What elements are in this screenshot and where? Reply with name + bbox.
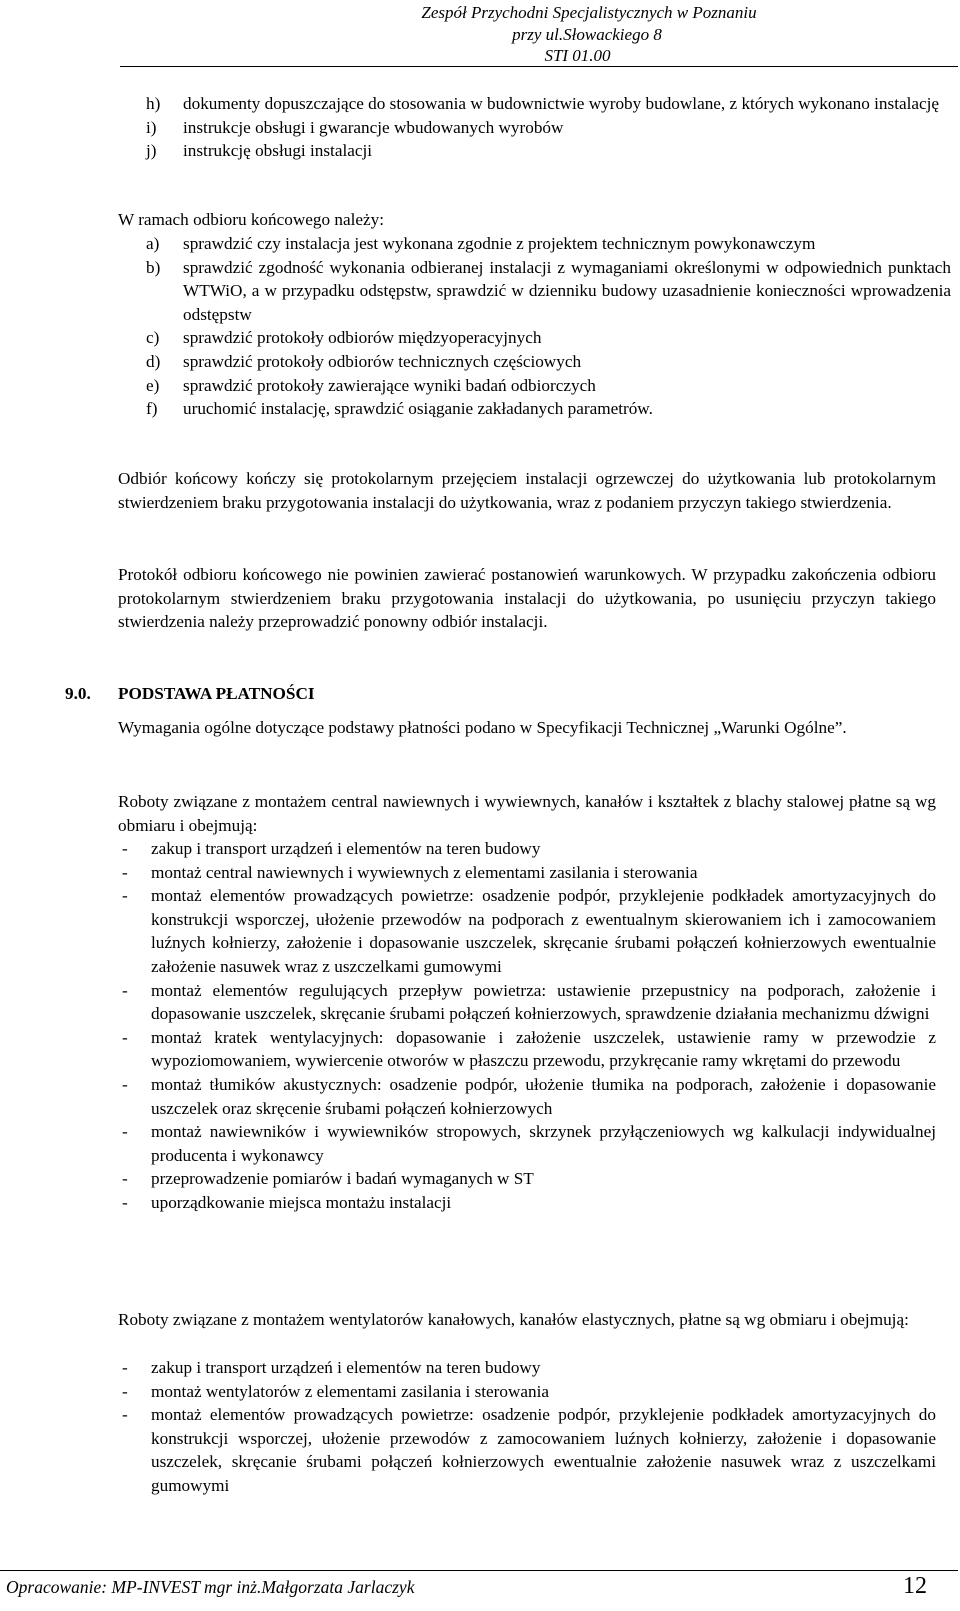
list-item: - montaż tłumików akustycznych: osadzenie podpór, ułożenie tłumika na podporach, założenie i dopasowanie uszczelek oraz skręcenie śrubami połączeń kołnierzowych <box>122 1074 936 1118</box>
paragraph-final-acceptance: Odbiór końcowy kończy się protokolarnym przejęciem instalacji ogrzewczej do użytkowania lub protokolarnym stwierdzeniem braku przygotowania instalacji do użytkowania, wraz z podaniem przyczyn takiego stwierdzenia. <box>118 469 936 512</box>
section-number: 9.0. <box>65 684 91 703</box>
list-item: - zakup i transport urządzeń i elementów na teren budowy <box>122 1358 541 1377</box>
list-item: e) sprawdzić protokoły zawierające wyniki badań odbiorczych <box>146 375 596 395</box>
list-item: c) sprawdzić protokoły odbiorów międzyoperacyjnych <box>146 328 542 348</box>
section-heading <box>65 682 315 706</box>
list-item: i) instrukcje obsługi i gwarancje wbudowanych wyrobów <box>146 117 564 137</box>
list-item: - montaż elementów regulujących przepływ powietrza: ustawienie przepustnicy na podporach, założenie i dopasowanie uszczelek, skręcanie śrubami połączeń kołnierzowych, sprawdzenie działania mechanizmu dźwigni <box>122 980 936 1024</box>
document-list-h-j <box>146 92 951 163</box>
duct-fans-scope-list <box>118 1356 936 1498</box>
list-item: - montaż central nawiewnych i wywiewnych z elementami zasilania i sterowania <box>122 862 698 882</box>
section-title: PODSTAWA PŁATNOŚCI <box>118 684 315 703</box>
list-item: - montaż elementów prowadzących powietrze: osadzenie podpór, przyklejenie podkładek amortyzacyjnych do konstrukcji wsporczej, ułożenie przewodów na podporach z ewentualnym skierowaniem ich i zamocowaniem luźnych kołnierzy, założenie i dopasowanie uszczelek, skręcanie śrubami połączeń kołnierzowych ewentualnie założenie nasuwek wraz z uszczelkami gumowymi <box>122 886 936 976</box>
final-acceptance-list <box>146 232 951 421</box>
paragraph-general-requirements: Wymagania ogólne dotyczące podstawy płatności podano w Specyfikacji Technicznej „Warunki Ogólne”. <box>118 718 847 737</box>
list-item: - przeprowadzenie pomiarów i badań wymaganych w ST <box>122 1169 534 1189</box>
paragraph-duct-fans: Roboty związane z montażem wentylatorów kanałowych, kanałów elastycznych, płatne są wg obmiaru i obejmują: <box>118 1310 909 1329</box>
header-divider <box>120 66 958 67</box>
list-item: - montaż wentylatorów z elementami zasilania i sterowania <box>122 1381 550 1401</box>
header-line-3: STI 01.00 <box>544 46 611 65</box>
list-item: a) sprawdzić czy instalacja jest wykonana zgodnie z projektem technicznym powykonawczym <box>146 234 816 253</box>
list-item: d) sprawdzić protokoły odbiorów technicznych częściowych <box>146 351 582 371</box>
list-item: - montaż nawiewników i wywiewników stropowych, skrzynek przyłączeniowych wg kalkulacji indywidualnej producenta i wykonawcy <box>122 1122 936 1165</box>
header-line-1: Zespół Przychodni Specjalistycznych w Poznaniu <box>421 3 757 22</box>
header-line-2: przy ul.Słowackiego 8 <box>512 25 662 44</box>
list-item: - montaż kratek wentylacyjnych: dopasowanie i założenie uszczelek, ustawienie ramy w przewodzie z wypoziomowaniem, wywiercenie otworów w płaszczu przewodu, przykręcanie ramy wkrętami do przewodu <box>122 1027 936 1071</box>
footer-divider <box>0 1570 958 1571</box>
list-item: f) uruchomić instalację, sprawdzić osiąganie zakładanych parametrów. <box>146 399 653 419</box>
list-item: - uporządkowanie miejsca montażu instalacji <box>122 1192 452 1212</box>
central-units-scope-list <box>118 837 936 1215</box>
paragraph-protocol: Protokół odbioru końcowego nie powinien zawierać postanowień warunkowych. W przypadku zakończenia odbioru protokolarnym stwierdzeniem braku przygotowania instalacji do użytkowania, po usunięciu przyczyn takiego stwierdzenia należy przeprowadzić ponowny odbiór instalacji. <box>118 565 936 632</box>
footer-author: Opracowanie: MP-INVEST mgr inż.Małgorzata Jarlaczyk <box>6 1577 415 1597</box>
list-item: h) dokumenty dopuszczające do stosowania w budownictwie wyroby budowlane, z których wykonano instalację <box>146 94 940 113</box>
list-item: j) instrukcję obsługi instalacji <box>146 141 373 161</box>
page-number: 12 <box>903 1573 927 1599</box>
list-item: b) sprawdzić zgodność wykonania odbieranej instalacji z wymaganiami określonymi w odpowiednich punktach WTWiO, a w przypadku odstępstw, sprawdzić w dzienniku budowy uzasadnienie konieczności wprowadzenia odstępstw <box>146 257 951 324</box>
final-acceptance-intro: W ramach odbioru końcowego należy: <box>118 210 384 229</box>
paragraph-central-units: Roboty związane z montażem central nawiewnych i wywiewnych, kanałów i kształtek z blachy stalowej płatne są wg obmiaru i obejmują: <box>118 792 936 835</box>
list-item: - zakup i transport urządzeń i elementów na teren budowy <box>122 839 541 858</box>
list-item: - montaż elementów prowadzących powietrze: osadzenie podpór, przyklejenie podkładek amortyzacyjnych do konstrukcji wsporczej, ułożenie przewodów z zamocowaniem luźnych kołnierzy, założenie i dopasowanie uszczelek, skręcanie śrubami połączeń kołnierzowych ewentualnie założenie nasuwek wraz z uszczelkami gumowymi <box>122 1405 936 1495</box>
